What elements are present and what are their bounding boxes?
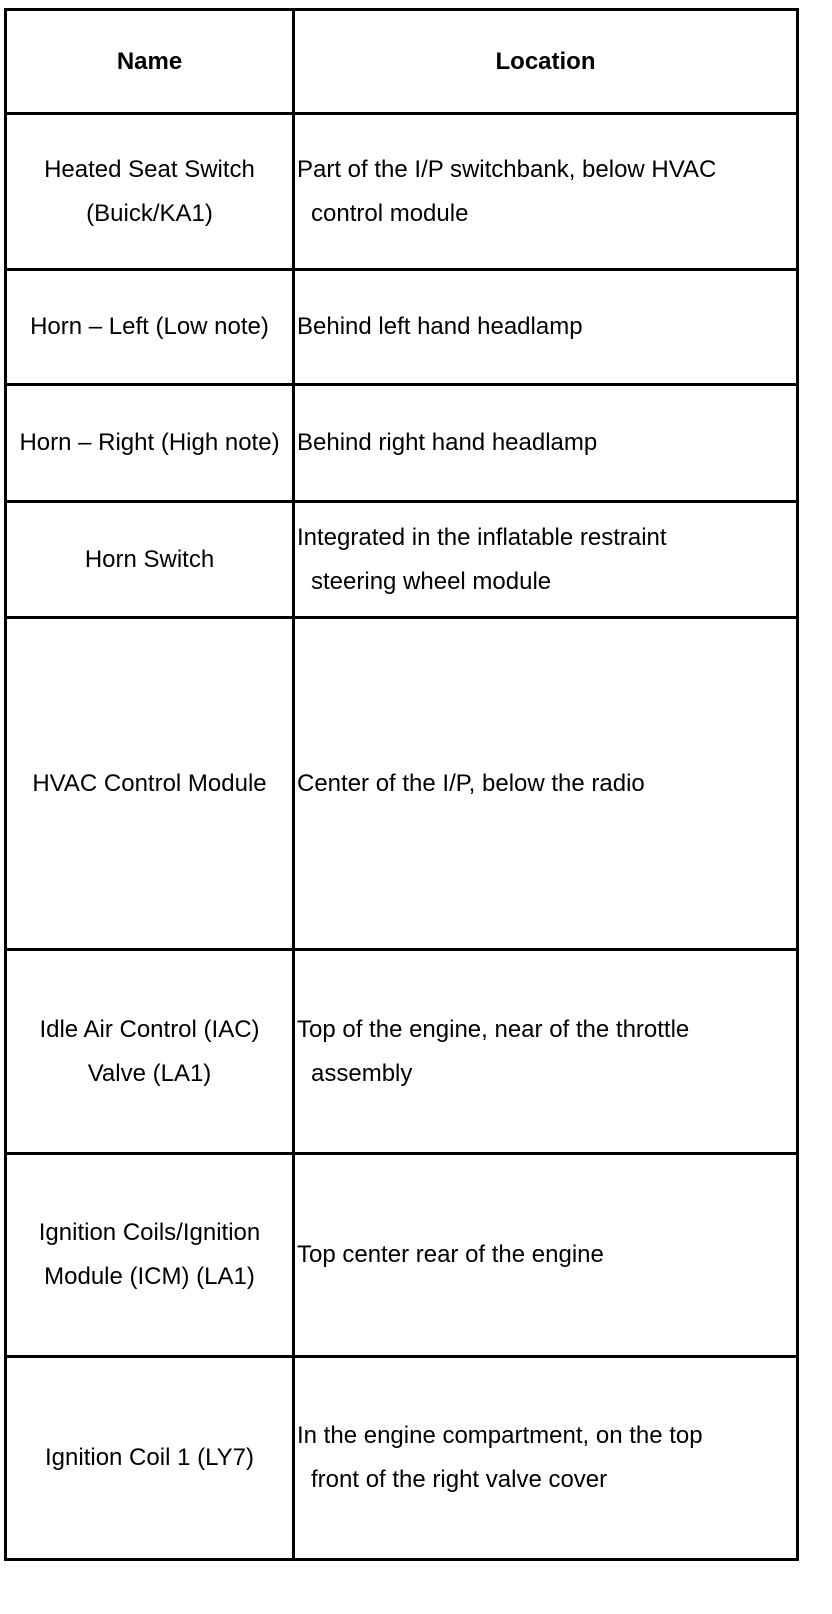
- location-line: Part of the I/P switchbank, below HVAC: [297, 155, 717, 183]
- name-cell: [6, 270, 294, 385]
- table-row: [6, 114, 798, 270]
- header-row: [6, 10, 798, 114]
- location-line: front of the right valve cover: [311, 1466, 608, 1493]
- name-line: Heated Seat Switch: [44, 155, 255, 183]
- name-line: Horn Switch: [84, 545, 215, 573]
- location-cell: [294, 1357, 798, 1560]
- location-cell: [294, 1154, 798, 1357]
- location-cell: [294, 270, 798, 385]
- location-line: In the engine compartment, on the top: [297, 1422, 703, 1449]
- location-line: Top center rear of the engine: [297, 1241, 604, 1268]
- table-row: [6, 950, 798, 1154]
- name-cell: [6, 114, 294, 270]
- table-row: [6, 270, 798, 385]
- location-line: assembly: [311, 1059, 413, 1087]
- name-cell: [6, 502, 294, 618]
- table-row: [6, 618, 798, 950]
- name-line: Ignition Coil 1 (LY7): [45, 1444, 254, 1471]
- location-line: steering wheel module: [311, 567, 552, 595]
- name-line: Module (ICM) (LA1): [44, 1263, 255, 1290]
- location-line: Behind right hand headlamp: [297, 429, 598, 456]
- header-name: Name: [6, 10, 294, 114]
- table-row: [6, 502, 798, 618]
- location-line: Behind left hand headlamp: [297, 313, 583, 340]
- location-cell: [294, 385, 798, 502]
- name-line: Idle Air Control (IAC): [39, 1015, 260, 1043]
- table-row: [6, 1357, 798, 1560]
- table-row: [6, 1154, 798, 1357]
- name-cell: [6, 1154, 294, 1357]
- name-cell: [6, 618, 294, 950]
- name-cell: [6, 950, 294, 1154]
- name-line: Horn – Right (High note): [19, 429, 280, 456]
- location-cell: [294, 502, 798, 618]
- name-cell: [6, 385, 294, 502]
- name-line: Ignition Coils/Ignition: [38, 1219, 261, 1246]
- name-line: HVAC Control Module: [32, 769, 267, 797]
- component-location-table: [4, 8, 799, 1561]
- location-line: Center of the I/P, below the radio: [297, 769, 645, 797]
- location-cell: [294, 950, 798, 1154]
- header-location: Location: [294, 10, 798, 114]
- name-line: (Buick/KA1): [86, 199, 213, 227]
- name-line: Horn – Left (Low note): [30, 313, 269, 340]
- name-line: Valve (LA1): [87, 1059, 212, 1087]
- location-cell: [294, 618, 798, 950]
- location-line: Top of the engine, near of the throttle: [297, 1015, 690, 1043]
- name-cell: [6, 1357, 294, 1560]
- location-line: control module: [311, 199, 469, 227]
- table-row: [6, 385, 798, 502]
- location-cell: [294, 114, 798, 270]
- location-line: Integrated in the inflatable restraint: [297, 523, 667, 551]
